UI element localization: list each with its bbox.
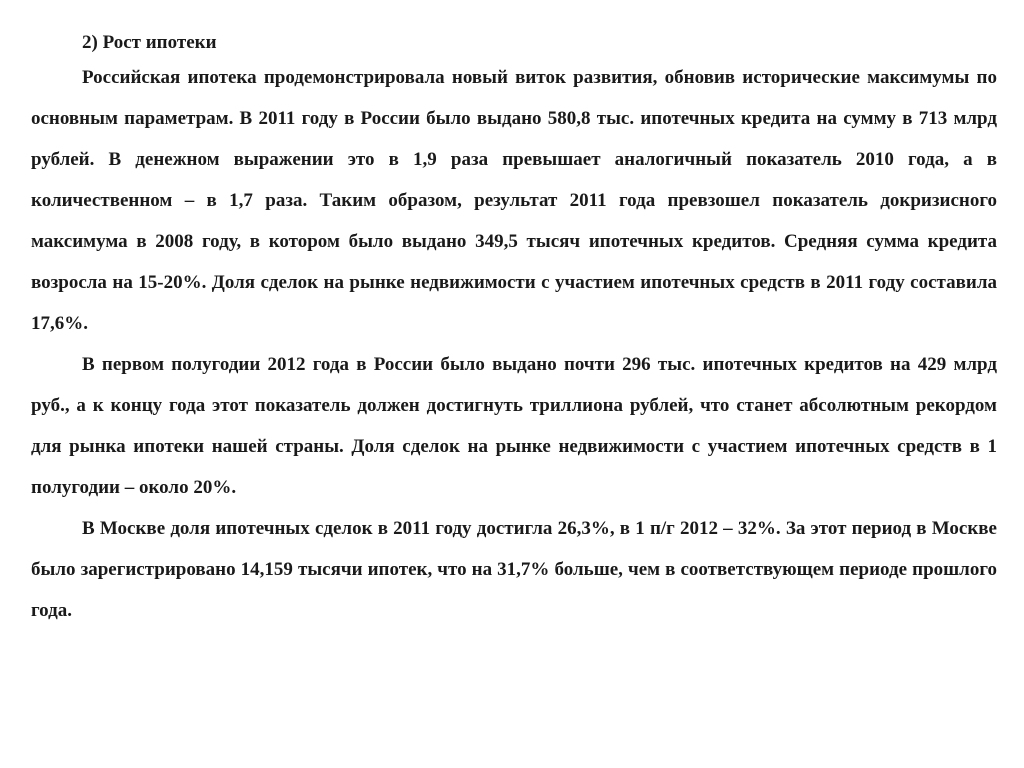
paragraph-moscow: В Москве доля ипотечных сделок в 2011 году достигла 26,3%, в 1 п/г 2012 – 32%. За этот период в Москве было зарегистрировано 14,159 тысячи ипотек, что на 31,7% больше, чем в соответствующем периоде прошлого года. bbox=[31, 518, 997, 621]
paragraph-russia-2011: Российская ипотека продемонстрировала новый виток развития, обновив исторические максимумы по основным параметрам. В 2011 году в России было выдано 580,8 тыс. ипотечных кредита на сумму в 713 млрд рублей. В денежном выражении это в 1,9 раза превышает аналогичный показатель 2010 года, а в количественном – в 1,7 раза. Таким образом, результат 2011 года превзошел показатель докризисного максимума в 2008 году, в котором было выдано 349,5 тысяч ипотечных кредитов. Средняя сумма кредита возросла на 15-20%. Доля сделок на рынке недвижимости с участием ипотечных средств в 2011 году составила 17,6%. bbox=[31, 67, 997, 334]
paragraph-russia-2012: В первом полугодии 2012 года в России было выдано почти 296 тыс. ипотечных кредитов на 429 млрд руб., а к концу года этот показатель должен достигнуть триллиона рублей, что станет абсолютным рекордом для рынка ипотеки нашей страны. Доля сделок на рынке недвижимости с участием ипотечных средств в 1 полугодии – около 20%. bbox=[31, 354, 997, 498]
section-heading: 2) Рост ипотеки bbox=[82, 32, 217, 53]
